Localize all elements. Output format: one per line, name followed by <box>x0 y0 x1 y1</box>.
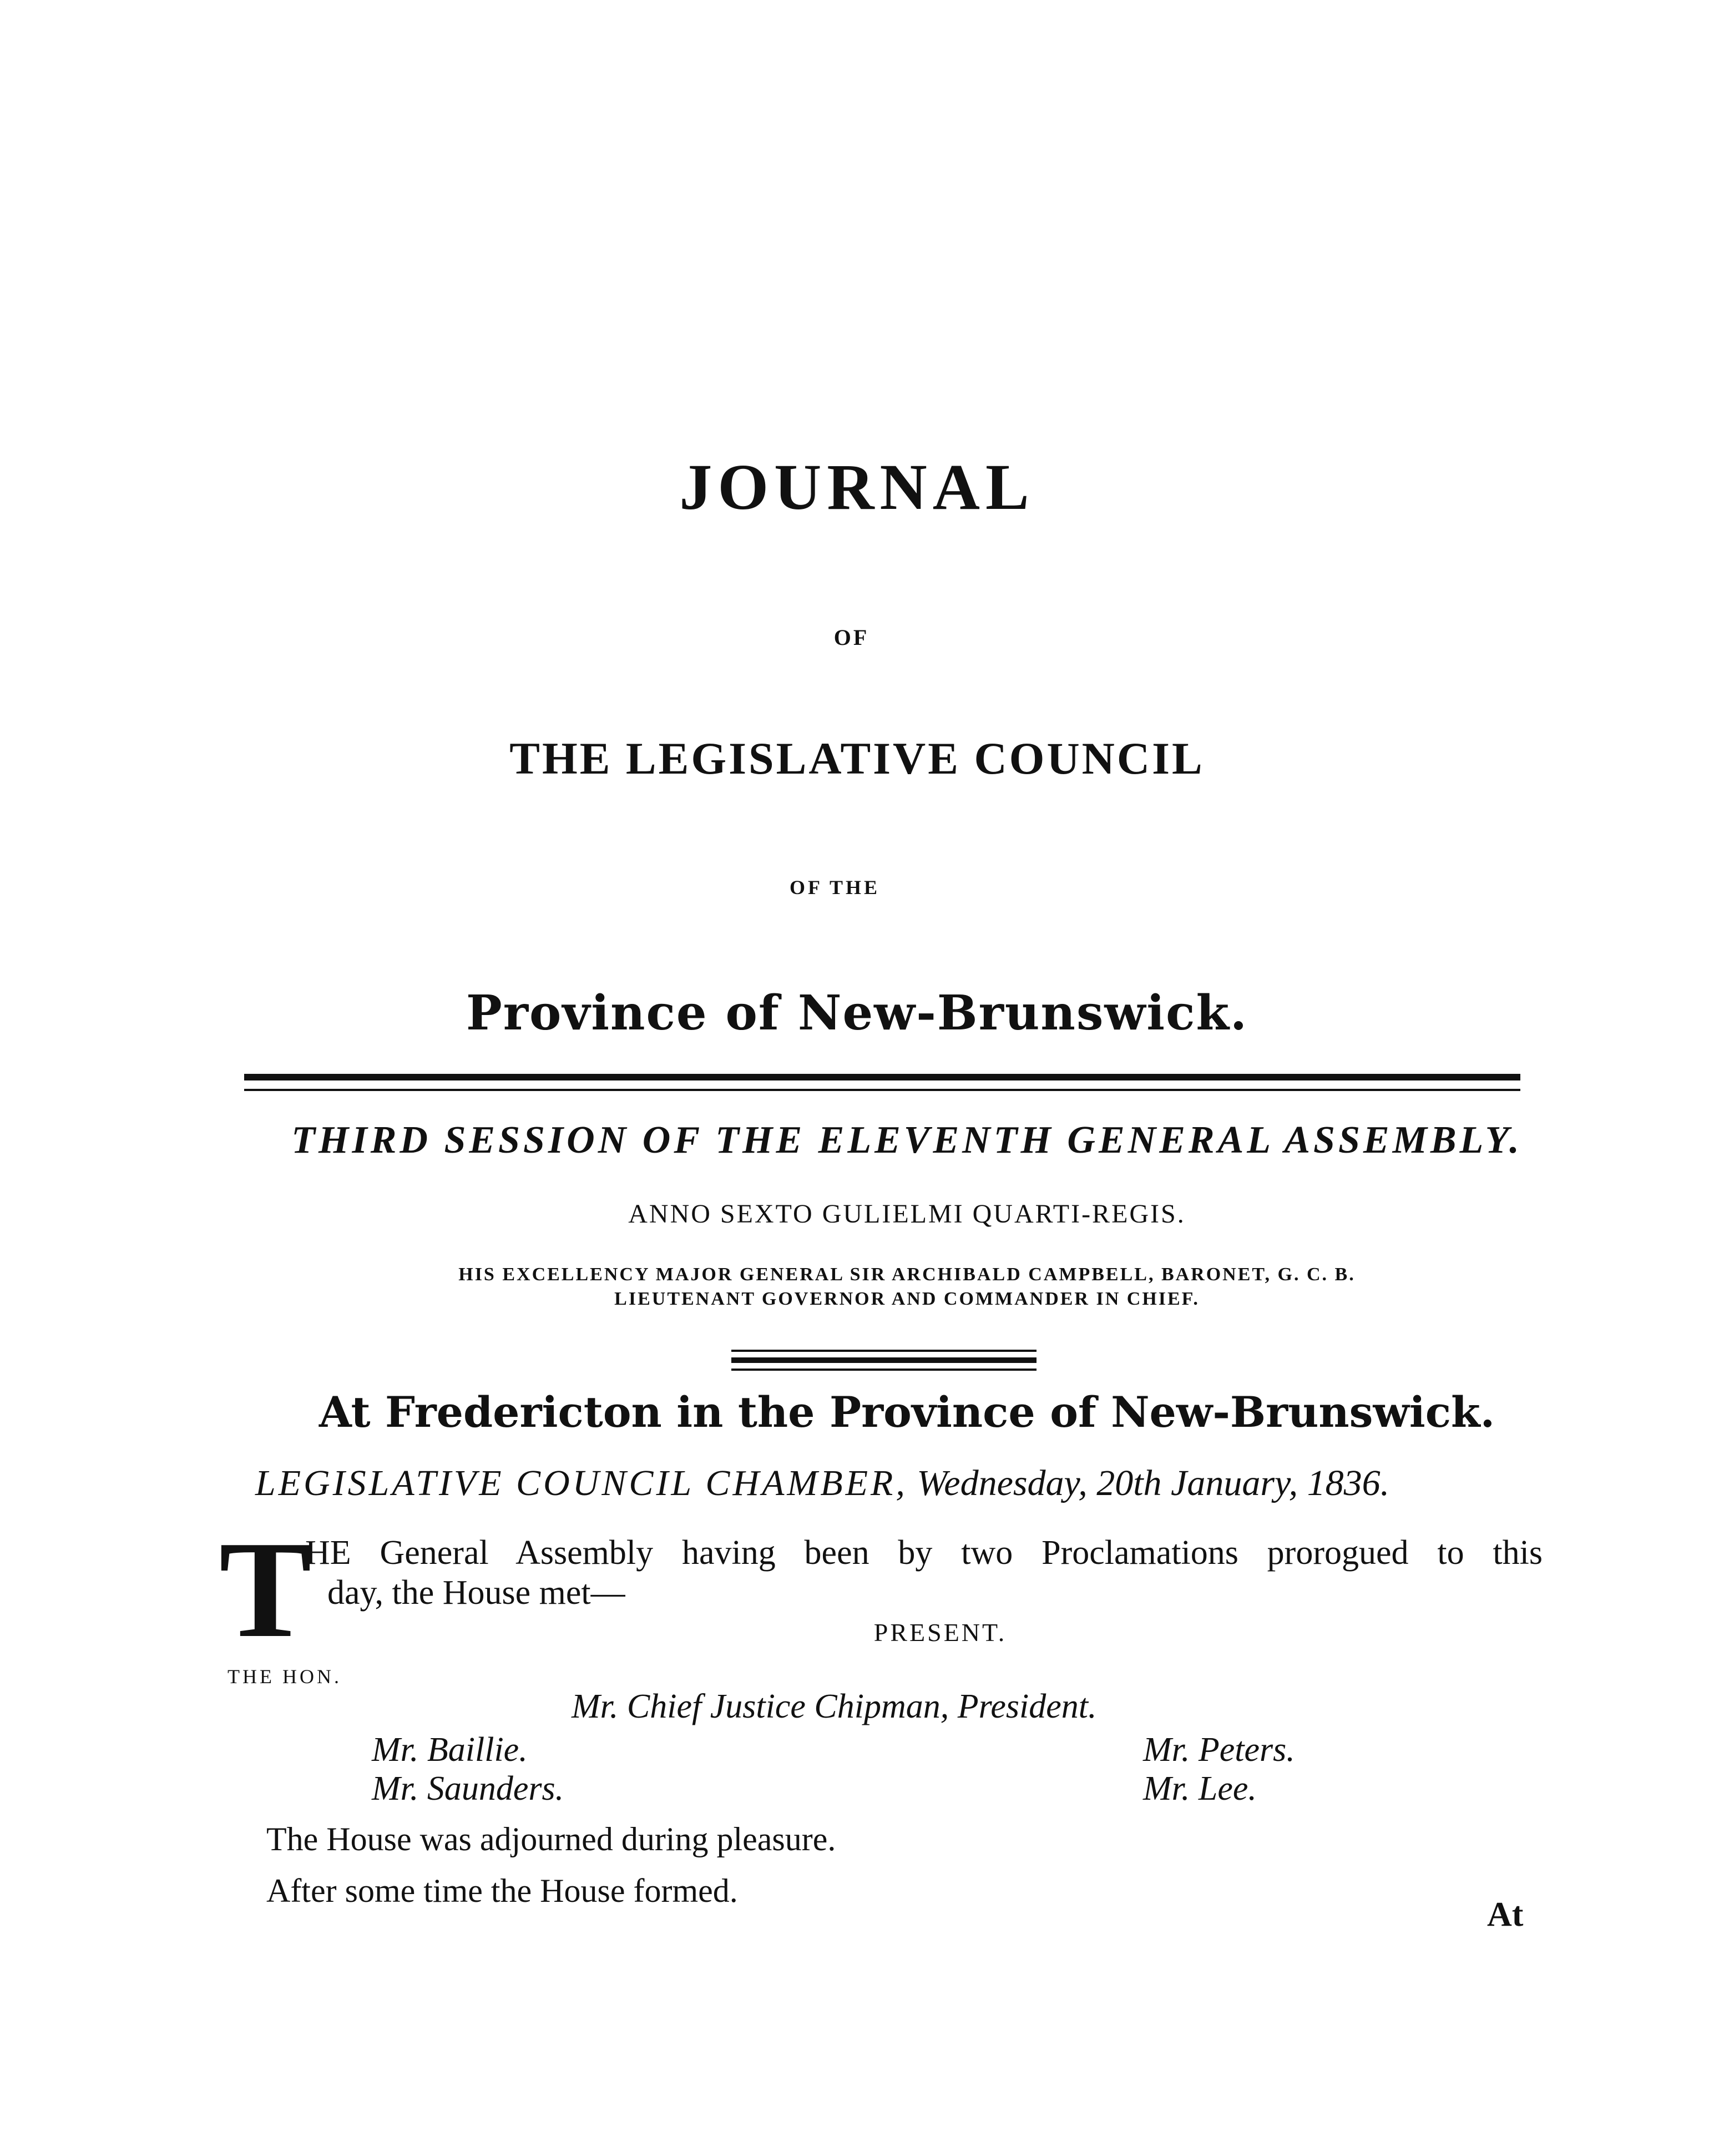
session-title: THIRD SESSION OF THE ELEVENTH GENERAL ASSEMBLY. <box>291 1119 1523 1162</box>
title-of: OF <box>833 625 869 650</box>
chamber-date: Wednesday, 20th January, 1836. <box>917 1463 1390 1503</box>
opening-line-1: HE General Assembly having been by two Proclamations prorogued to this <box>305 1534 1543 1572</box>
regnal-year: ANNO SEXTO GULIELMI QUARTI-REGIS. <box>628 1199 1186 1229</box>
section-rule-3 <box>731 1369 1037 1371</box>
section-rule-1 <box>731 1350 1037 1352</box>
member-right-1: Mr. Peters. <box>1143 1731 1295 1769</box>
proceeding-line-2: After some time the House formed. <box>266 1872 738 1909</box>
header-rule-thin <box>244 1089 1520 1091</box>
the-hon-label: THE HON. <box>227 1665 342 1688</box>
section-rule-2 <box>731 1357 1037 1363</box>
chamber-name: LEGISLATIVE COUNCIL CHAMBER, <box>255 1463 908 1503</box>
council-title: THE LEGISLATIVE COUNCIL <box>509 733 1205 784</box>
title-of-the: OF THE <box>789 876 881 898</box>
governor-line-1: HIS EXCELLENCY MAJOR GENERAL SIR ARCHIBALD CAMPBELL, BARONET, G. C. B. <box>458 1264 1356 1285</box>
present-heading: PRESENT. <box>873 1618 1007 1647</box>
chamber-dateline <box>255 1462 1520 1504</box>
opening-paragraph <box>305 1533 1543 1613</box>
member-left-2: Mr. Saunders. <box>372 1770 564 1807</box>
header-rule-thick <box>244 1074 1520 1080</box>
province-title: Province of New-Brunswick. <box>466 985 1248 1041</box>
governor-line-2: LIEUTENANT GOVERNOR AND COMMANDER IN CHIEF. <box>614 1289 1200 1309</box>
opening-line-2: day, the House met— <box>327 1574 625 1612</box>
governor-statement <box>50 1263 1714 1311</box>
proceeding-line-1: The House was adjourned during pleasure. <box>266 1821 836 1857</box>
place-heading: At Fredericton in the Province of New-Brunswick. <box>318 1387 1495 1437</box>
drop-cap: T <box>219 1513 312 1667</box>
member-right-2: Mr. Lee. <box>1143 1770 1257 1807</box>
catchword: At <box>1487 1896 1524 1933</box>
president-name: Mr. Chief Justice Chipman, President. <box>572 1688 1097 1725</box>
member-left-1: Mr. Baillie. <box>372 1731 528 1769</box>
journal-title: JOURNAL <box>679 451 1035 523</box>
